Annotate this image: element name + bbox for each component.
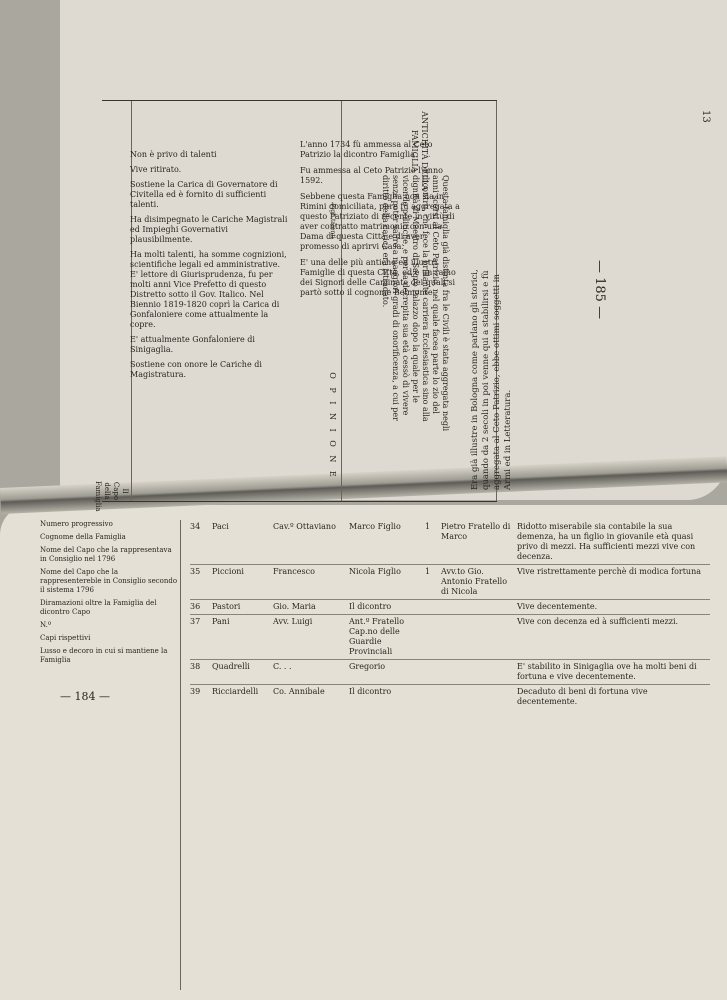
table-left bbox=[40, 520, 710, 990]
header-antichita: ANTICHITÀ DELLA FAMIGLIA bbox=[410, 111, 429, 191]
left-headers bbox=[40, 520, 181, 990]
opinione-row-38: E' attualmente Gonfaloniere di Sinigaglia. bbox=[130, 335, 255, 354]
opinione-cells bbox=[130, 150, 290, 480]
antichita-row-38: Sebbene questa Famiglia non sia in Rimini domiciliata, pure fu aggregata a questo Patriziato di recente in virtù di aver contratto matrimonio con una Dama di questa Città e di aver promesso di aprirvi Casa. bbox=[300, 192, 460, 251]
corner-page-number: 13 bbox=[700, 110, 711, 123]
header-surname: Cognome della Famiglia bbox=[40, 533, 126, 541]
header-capo-fragment: Il Capo della Famiglia bbox=[94, 481, 129, 512]
header-num: Numero progressivo bbox=[40, 520, 113, 528]
opinione-row-37: Ha molti talenti, ha somme cognizioni, scientifiche legali ed amministrative. E' lettore di Giurisprudenza, fu per molti anni Vice Prefetto di questo Distretto sotto il Gov. Italico. Nel Biennio 1819-1820 coprì la Carica di Gonfaloniere come attualmente la copre. bbox=[130, 250, 287, 329]
header-capi-rispettivi: Capi rispettivi bbox=[40, 634, 91, 642]
header-lusso: Lusso e decoro in cui si mantiene la Famiglia bbox=[40, 647, 168, 664]
right-page-cells bbox=[300, 140, 460, 480]
header-figli: Figli talenti bbox=[329, 203, 336, 239]
table-row: 34 Paci Cav.º Ottaviano Marco Figlio 1 Pietro Fratello di Marco Ridotto miserabile sia contabile la sua demenza, ha un figlio in giovanile età quasi privo di mezzi. Ha sufficienti mezzi vive con decenza. bbox=[190, 520, 710, 565]
table-row: 37 Pani Avv. Luigi Ant.º Fratello Cap.no delle Guardie Provinciali Vive con decenza ed à sufficienti mezzi. bbox=[190, 615, 710, 660]
antichita-row-36: Fu ammessa al Ceto Patrizio l'anno 1592. bbox=[300, 166, 443, 185]
header-diramazioni: Diramazioni oltre la Famiglia del dicontro Capo bbox=[40, 599, 157, 616]
page-number-184: — 184 — bbox=[60, 690, 110, 703]
header-opinione: O P I N I O N E bbox=[328, 372, 337, 480]
opinione-row-36: Ha disimpegnato le Cariche Magistrali ed Impieghi Governativi plausibilmente. bbox=[130, 215, 288, 244]
antichita-row-39: E' una delle più antiche ed illustri Famiglie di questa Città, ed è un ramo dei Signori delle Caminate dei quali si partò sotto il cognome Belmonte. bbox=[300, 258, 456, 297]
opinione-row-34: Non è privo di talenti bbox=[130, 150, 217, 159]
table-row: 39 Ricciardelli Co. Annibale Il dicontro Decaduto di beni di fortuna vive decentemente. bbox=[190, 687, 648, 706]
opinione-row-35: Vive ritirato. bbox=[130, 165, 182, 174]
antichita-column bbox=[470, 260, 715, 490]
page-number-185: — 185 — bbox=[592, 260, 607, 320]
opinione-row-35b: Sostiene la Carica di Governatore di Civitella ed è fornito di sufficienti talenti. bbox=[130, 180, 278, 209]
antichita-row-35: L'anno 1734 fù ammessa al Ceto Patrizio la dicontro Famiglia. bbox=[300, 140, 433, 159]
left-rows bbox=[190, 520, 710, 990]
header-nr: N.º bbox=[40, 621, 52, 629]
table-row: 38 Quadrelli C. . . Gregorio E' stabilito in Sinigaglia ove ha molti beni di fortuna e vive decentemente. bbox=[190, 660, 710, 685]
opinione-row-39: Sostiene con onore le Cariche di Magistratura. bbox=[130, 360, 262, 379]
table-row: 36 Pastori Gio. Maria Il dicontro Vive decentemente. bbox=[190, 600, 710, 615]
antichita-row-34: Era già illustre in Bologna come parlano gli storici, quando da 2 secoli in poi venne qui a stabilirsi e fù aggregata al Ceto Patrizio, ebbe ottimi soggetti in Armi ed in Letteratura. bbox=[470, 269, 513, 490]
table-row: 35 Piccioni Francesco Nicola Figlio 1 Avv.to Gio. Antonio Fratello di Nicola Vive ristrettamente perchè di modica fortuna bbox=[190, 565, 710, 600]
header-capo-1796: Nome del Capo che la rappresentava in Consiglio nel 1796 bbox=[40, 546, 172, 563]
header-capo-sistema: Nome del Capo che la rappresentereble in Consiglio secondo il sistema 1796 bbox=[40, 568, 178, 594]
antichita-row-37: Questa famiglia già distinta fra le Civili è stata aggregata negli anni scorsi al Ceto Patrizio, nel quale facea parte lo zio del dicontro, che fece la brillante carriera Ecclesiastica sino alla dignità di Maestro di Sagro Palazzo dopo la quale per le vicende politiche, e per la decrepita sua età cessò di vivere senza poter salire a maggiori gradi di onorificenza, a cui per diritto della carica era istradato. bbox=[381, 175, 450, 432]
